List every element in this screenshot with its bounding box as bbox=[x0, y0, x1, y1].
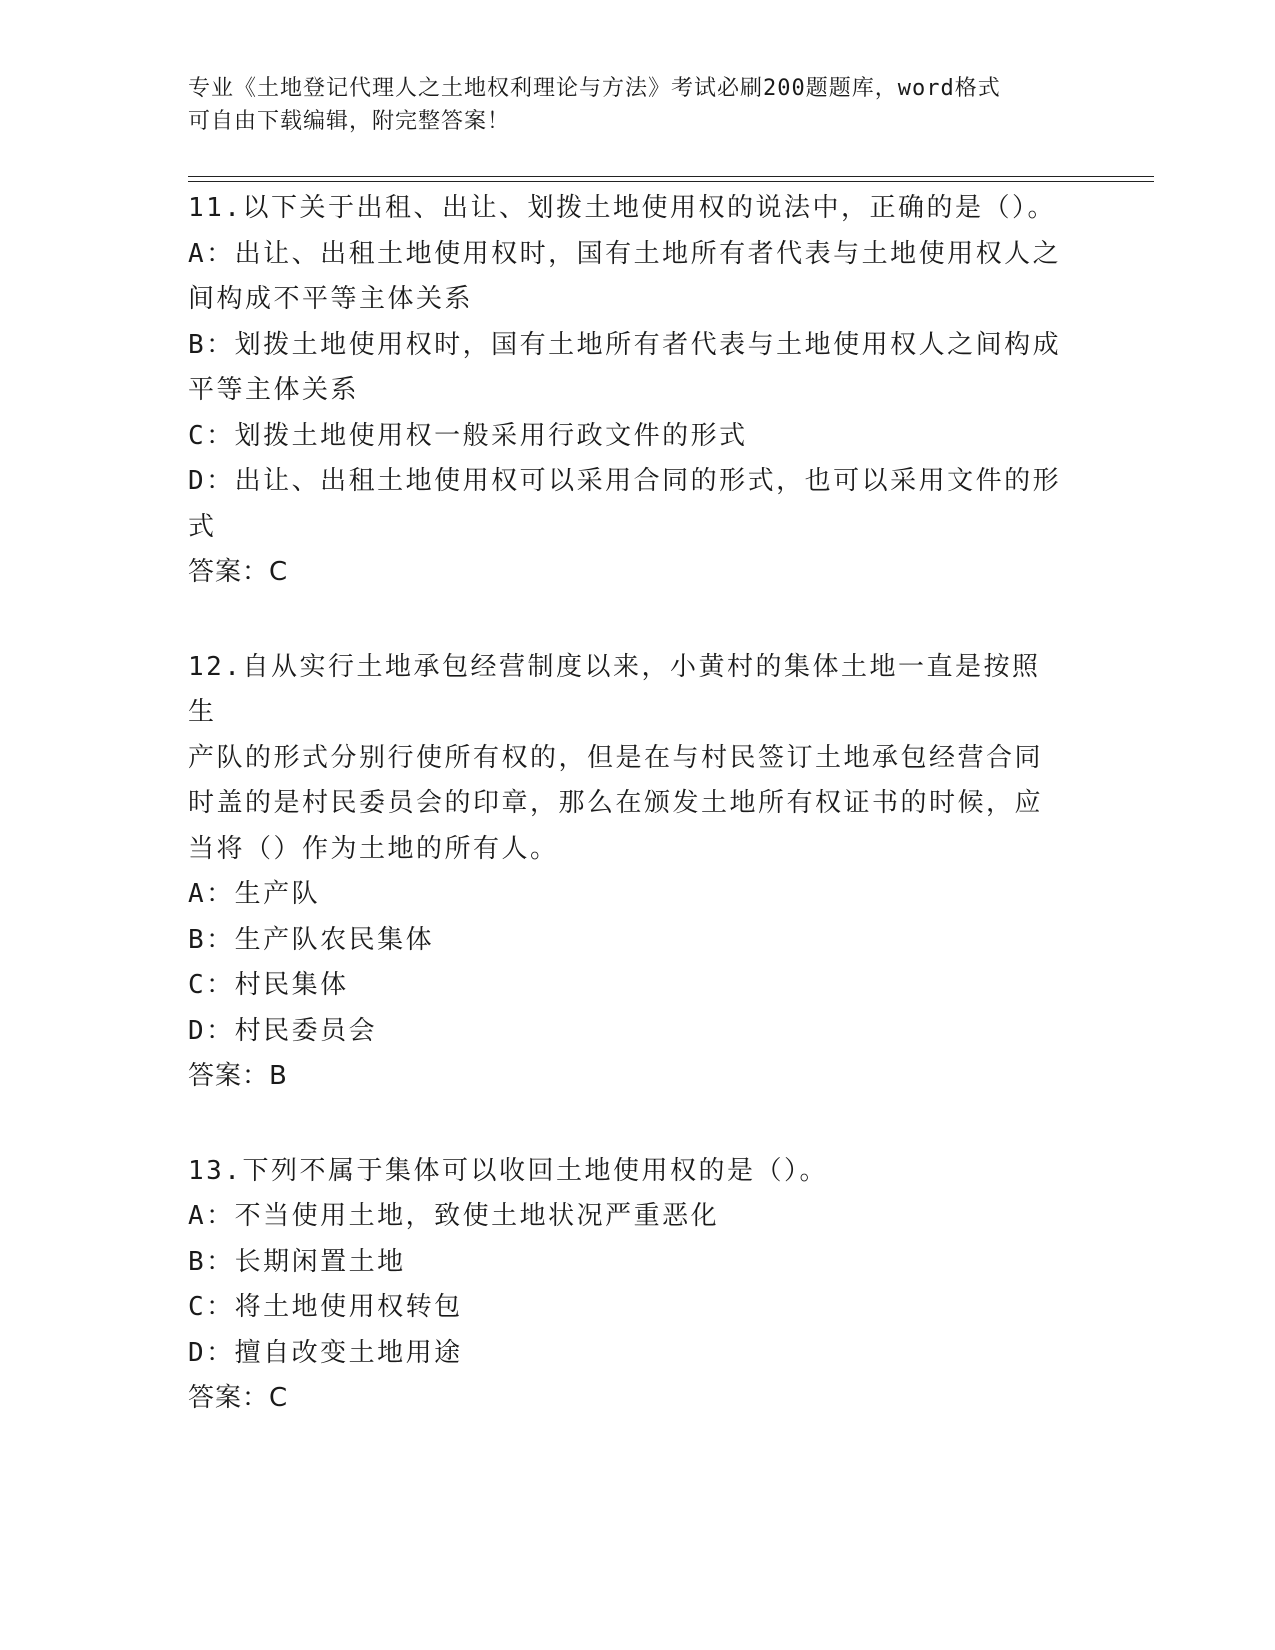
option-line: D：出让、出租土地使用权可以采用合同的形式，也可以采用文件的形 bbox=[188, 466, 1062, 496]
question-13 bbox=[188, 1149, 1068, 1422]
option-line: C：划拨土地使用权一般采用行政文件的形式 bbox=[188, 420, 748, 451]
option-line: 间构成不平等主体关系 bbox=[188, 284, 474, 314]
answer-label: 答案：B bbox=[188, 1061, 288, 1091]
question-12 bbox=[188, 645, 1068, 1100]
answer-label: 答案：C bbox=[188, 1383, 289, 1413]
option-line: D：擅自改变土地用途 bbox=[188, 1337, 463, 1368]
option-line: A：生产队 bbox=[188, 879, 321, 909]
header-divider-bottom bbox=[188, 181, 1154, 182]
option-line: C：将土地使用权转包 bbox=[188, 1292, 463, 1322]
option-line: D：村民委员会 bbox=[188, 1015, 378, 1046]
question-stem: 11.以下关于出租、出让、划拨土地使用权的说法中，正确的是（）。 bbox=[188, 193, 1056, 223]
answer-label: 答案：C bbox=[188, 557, 289, 587]
option-line: B：长期闲置土地 bbox=[188, 1246, 406, 1277]
option-line: 式 bbox=[188, 511, 217, 542]
document-header bbox=[188, 72, 1088, 138]
question-stem: 当将（）作为土地的所有人。 bbox=[188, 833, 559, 864]
option-line: B：生产队农民集体 bbox=[188, 924, 435, 955]
option-line: 平等主体关系 bbox=[188, 375, 360, 405]
question-stem: 时盖的是村民委员会的印章，那么在颁发土地所有权证书的时候，应 bbox=[188, 788, 1044, 818]
option-line: A：不当使用土地，致使土地状况严重恶化 bbox=[188, 1201, 720, 1231]
question-stem: 产队的形式分别行使所有权的，但是在与村民签订土地承包经营合同 bbox=[188, 742, 1044, 773]
header-divider-top bbox=[188, 176, 1154, 177]
question-stem: 13.下列不属于集体可以收回土地使用权的是（）。 bbox=[188, 1155, 828, 1186]
option-line: C：村民集体 bbox=[188, 970, 349, 1000]
option-line: A：出让、出租土地使用权时，国有土地所有者代表与土地使用权人之 bbox=[188, 238, 1062, 269]
question-11 bbox=[188, 186, 1068, 596]
header-line-1: 专业《土地登记代理人之土地权利理论与方法》考试必刷200题题库，word格式 bbox=[188, 76, 1001, 101]
header-line-2: 可自由下载编辑，附完整答案！ bbox=[188, 109, 511, 134]
question-list bbox=[188, 186, 1068, 1471]
question-stem: 12.自从实行土地承包经营制度以来，小黄村的集体土地一直是按照生 bbox=[188, 651, 1041, 727]
option-line: B：划拨土地使用权时，国有土地所有者代表与土地使用权人之间构成 bbox=[188, 329, 1062, 360]
